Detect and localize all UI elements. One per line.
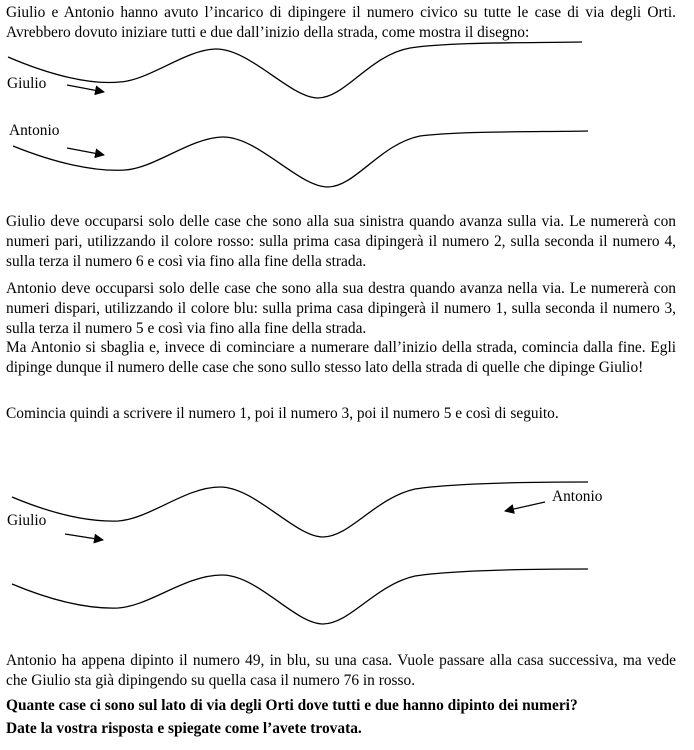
question-text: Quante case ci sono sul lato di via degli Orti dove tutti e due hanno dipinto dei numeri? xyxy=(6,697,578,714)
label-giulio: Giulio xyxy=(7,512,47,529)
arrow-right-icon xyxy=(67,148,104,155)
street-edge-top xyxy=(12,482,588,537)
situation-paragraph: Antonio ha appena dipinto il numero 49, in blu, su una casa. Vuole passare alla casa successiva, ma vede che Giulio sta già dipingendo su quella casa il numero 76 in rosso. xyxy=(6,652,676,689)
label-giulio: Giulio xyxy=(7,75,47,92)
arrow-right-icon xyxy=(65,534,103,540)
antonio-rule-paragraph: Antonio deve occuparsi solo delle case che sono alla sua destra quando avanza nella via. Le numererà con numeri dispari, utilizzando il colore blu: sulla prima casa dipingerà il numero 1, sulla seconda il numero 3, sulla terza il numero 5 e così via fino alla fine della strada. xyxy=(6,280,676,337)
arrow-left-icon xyxy=(505,502,545,511)
intro-paragraph: Giulio e Antonio hanno avuto l’incarico di dipingere il numero civico su tutte le case di via degli Orti. Avrebbero dovuto iniziare tutti e due dall’inizio della strada, come mostra il disegno: xyxy=(6,4,676,41)
street-diagram-actual xyxy=(0,460,694,640)
street-drawing xyxy=(0,460,694,640)
label-antonio: Antonio xyxy=(9,122,60,139)
street-drawing xyxy=(0,0,694,200)
answer-instruction: Date la vostra risposta e spiegate come l’avete trovata. xyxy=(6,720,362,737)
arrow-right-icon xyxy=(67,85,104,92)
mistake-paragraph: Ma Antonio si sbaglia e, invece di cominciare a numerare dall’inizio della strada, comincia dalla fine. Egli dipinge dunque il numero delle case che sono sullo stesso lato della strada di quelle che dipinge Giulio! xyxy=(6,339,676,376)
street-edge-bottom xyxy=(12,569,588,624)
label-antonio: Antonio xyxy=(552,488,603,505)
street-diagram-intended xyxy=(0,0,694,200)
sequence-paragraph: Comincia quindi a scrivere il numero 1, poi il numero 3, poi il numero 5 e così di seguito. xyxy=(6,405,559,422)
giulio-rule-paragraph: Giulio deve occuparsi solo delle case che sono alla sua sinistra quando avanza sulla via. Le numererà con numeri pari, utilizzando il colore rosso: sulla prima casa dipingerà il numero 2, sulla seconda il numero 4, sulla terza il numero 6 e così via fino alla fine della strada. xyxy=(6,213,676,270)
street-edge-bottom xyxy=(13,131,588,187)
